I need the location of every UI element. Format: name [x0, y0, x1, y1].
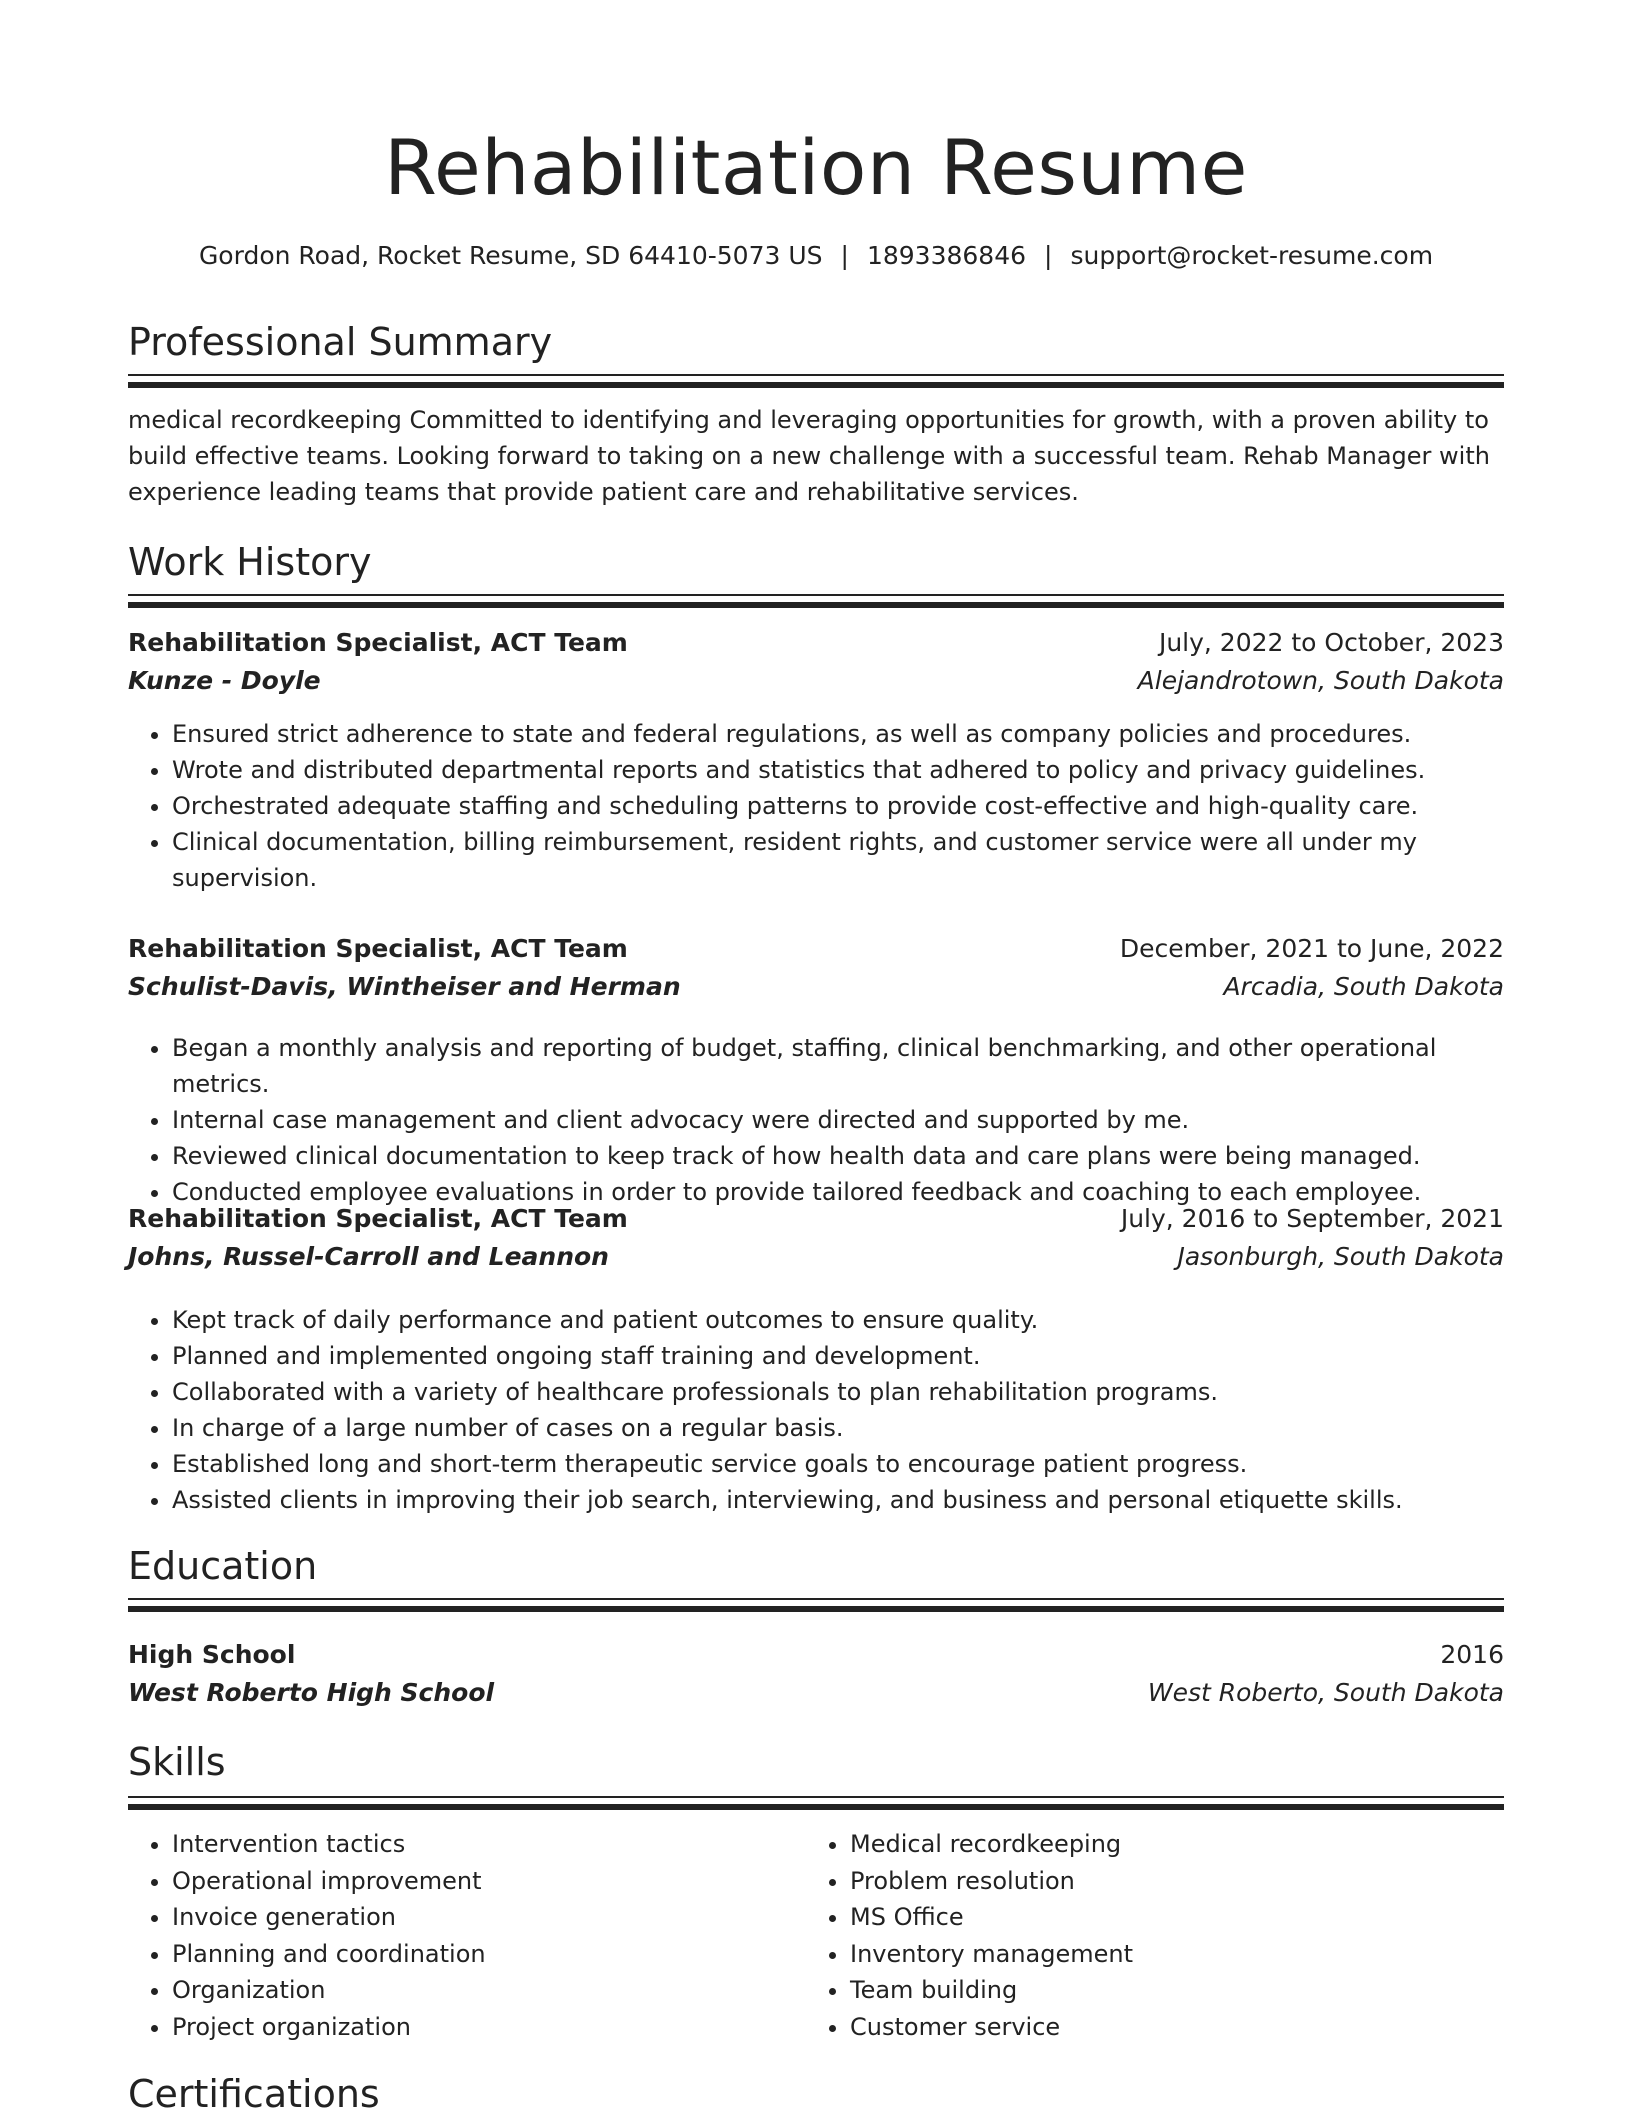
education-subheader — [128, 1674, 1504, 1712]
skill-item: • Planning and coordination — [172, 1936, 792, 1973]
job-header — [128, 624, 1504, 662]
skill-item: • Inventory management — [850, 1936, 1470, 1973]
job-header — [128, 930, 1504, 968]
skill-item: • Operational improvement — [172, 1863, 792, 1900]
contact-separator: | — [1044, 241, 1053, 270]
list-item: • Kept track of daily performance and patient outcomes to ensure quality. — [172, 1302, 1472, 1338]
skill-item: • Project organization — [172, 2009, 792, 2046]
skill-item: • Medical recordkeeping — [850, 1826, 1470, 1863]
skill-item: • Invoice generation — [172, 1899, 792, 1936]
contact-phone: 1893386846 — [866, 241, 1027, 270]
job-header — [128, 1200, 1504, 1238]
job-location: Jasonburgh, South Dakota — [1177, 1242, 1504, 1271]
skill-item: • Intervention tactics — [172, 1826, 792, 1863]
contact-address: Gordon Road, Rocket Resume, SD 64410-5073 US — [198, 241, 823, 270]
list-item: • Ensured strict adherence to state and federal regulations, as well as company policies and procedures. — [172, 716, 1472, 752]
job-dates: July, 2016 to September, 2021 — [1120, 1204, 1504, 1233]
section-divider — [128, 1796, 1504, 1810]
job-bullets — [128, 716, 1472, 896]
skill-item: • MS Office — [850, 1899, 1470, 1936]
education-school: West Roberto High School — [128, 1678, 495, 1707]
list-item: • Reviewed clinical documentation to keep track of how health data and care plans were being managed. — [172, 1138, 1472, 1174]
list-item: • Established long and short-term therapeutic service goals to encourage patient progress. — [172, 1446, 1472, 1482]
skills-list-right — [806, 1826, 1470, 2046]
job-company: Schulist-Davis, Wintheiser and Herman — [128, 972, 681, 1001]
list-item: • Planned and implemented ongoing staff training and development. — [172, 1338, 1472, 1374]
job-company: Johns, Russel-Carroll and Leannon — [128, 1242, 609, 1271]
skill-item: • Team building — [850, 1972, 1470, 2009]
job-position: Rehabilitation Specialist, ACT Team — [128, 1204, 628, 1233]
job-bullets — [128, 1030, 1472, 1210]
list-item: • Wrote and distributed departmental reports and statistics that adhered to policy and privacy guidelines. — [172, 752, 1472, 788]
section-divider — [128, 594, 1504, 608]
summary-heading: Professional Summary — [128, 320, 553, 364]
job-location: Arcadia, South Dakota — [1223, 972, 1504, 1001]
certifications-heading: Certifications — [128, 2072, 380, 2116]
job-company: Kunze - Doyle — [128, 666, 321, 695]
education-heading: Education — [128, 1544, 318, 1588]
job-location: Alejandrotown, South Dakota — [1137, 666, 1504, 695]
job-position: Rehabilitation Specialist, ACT Team — [128, 628, 628, 657]
education-header — [128, 1636, 1504, 1674]
list-item: • Orchestrated adequate staffing and scheduling patterns to provide cost-effective and high-quality care. — [172, 788, 1472, 824]
skills-heading: Skills — [128, 1740, 226, 1784]
list-item: • Collaborated with a variety of healthcare professionals to plan rehabilitation programs. — [172, 1374, 1472, 1410]
education-location: West Roberto, South Dakota — [1147, 1678, 1504, 1707]
job-bullets — [128, 1302, 1472, 1518]
work-history-heading: Work History — [128, 540, 372, 584]
education-degree: High School — [128, 1640, 296, 1669]
job-position: Rehabilitation Specialist, ACT Team — [128, 934, 628, 963]
list-item: • Assisted clients in improving their job search, interviewing, and business and personal etiquette skills. — [172, 1482, 1472, 1518]
section-divider — [128, 374, 1504, 388]
contact-email: support@rocket-resume.com — [1070, 241, 1434, 270]
education-year: 2016 — [1440, 1640, 1504, 1669]
skill-item: • Customer service — [850, 2009, 1470, 2046]
summary-text: medical recordkeeping Committed to identifying and leveraging opportunities for growth, with a proven ability to build effective teams. Looking forward to taking on a new challenge with a successful team. Rehab Manager with experience leading teams that provide patient care and rehabilitative services. — [128, 406, 1490, 506]
section-divider — [128, 1598, 1504, 1612]
skills-list-left — [128, 1826, 792, 2046]
list-item: • Began a monthly analysis and reporting of budget, staffing, clinical benchmarking, and other operational metrics. — [172, 1030, 1472, 1102]
list-item: • Internal case management and client advocacy were directed and supported by me. — [172, 1102, 1472, 1138]
contact-line — [128, 238, 1504, 274]
list-item: • In charge of a large number of cases on a regular basis. — [172, 1410, 1472, 1446]
skill-item: • Organization — [172, 1972, 792, 2009]
skill-item: • Problem resolution — [850, 1863, 1470, 1900]
list-item: • Clinical documentation, billing reimbursement, resident rights, and customer service were all under my supervision. — [172, 824, 1472, 896]
resume-title: Rehabilitation Resume — [384, 123, 1248, 212]
job-subheader — [128, 662, 1504, 700]
job-subheader — [128, 968, 1504, 1006]
job-subheader — [128, 1238, 1504, 1276]
job-dates: December, 2021 to June, 2022 — [1119, 934, 1504, 963]
job-dates: July, 2022 to October, 2023 — [1158, 628, 1504, 657]
list-item: • Conducted employee evaluations in order to provide tailored feedback and coaching to each employee. — [172, 1174, 1472, 1210]
contact-separator: | — [840, 241, 849, 270]
